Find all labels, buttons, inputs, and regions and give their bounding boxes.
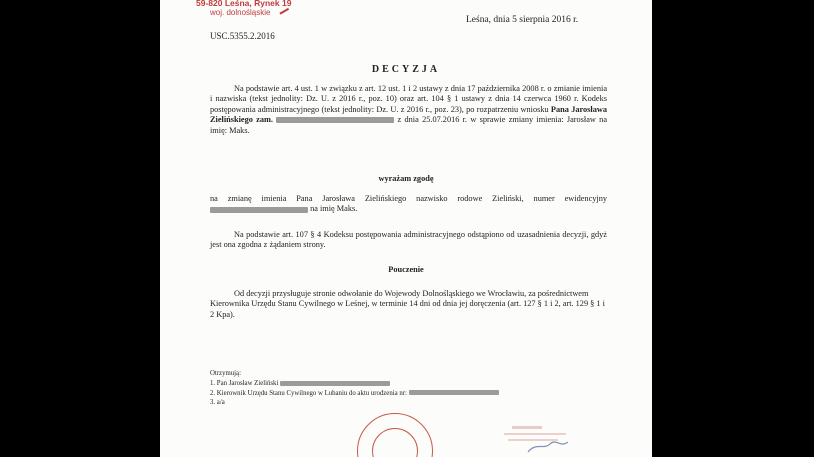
consent-paragraph (210, 194, 607, 215)
consent-text-after: na imię Maks. (308, 204, 358, 214)
signature-scribble (498, 420, 578, 456)
office-stamp (196, 0, 308, 18)
recipients-label: Otrzymują: (210, 370, 241, 377)
consent-heading: wyrażam zgodę (378, 174, 434, 183)
appeal-paragraph: Od decyzji przysługuje stronie odwołanie do Wojewody Dolnośląskiego we Wrocławiu, za pośrednictwem Kierownika Urzędu Stanu Cywilnego w Leśnej, w terminie 14 dni od dnia jej doręczenia (art. 127 § 1 i 2, art. 129 § 1 i 2 Kpa). (210, 289, 605, 319)
redacted-address (276, 117, 394, 123)
signature-stamp (498, 420, 578, 456)
instruction-heading: Pouczenie (388, 265, 424, 274)
justification-paragraph: Na podstawie art. 107 § 4 Kodeksu postępowania administracyjnego odstąpiono od uzasadnienia decyzji, gdyż jest ona zgodna z żądaniem strony. (210, 230, 607, 250)
document-page (160, 0, 652, 457)
stamp-line-region: woj. dolnośląskie (210, 8, 271, 17)
redacted-record-number (409, 390, 499, 395)
consent-text: na zmianę imienia Pana Jarosława Zielińskiego nazwisko rodowe Zieliński, numer ewidencyjny (210, 194, 607, 203)
stamp-line-address: 59-820 Leśna, Rynek 19 (196, 0, 292, 8)
redacted-address (280, 381, 390, 386)
decision-basis-paragraph (210, 84, 607, 136)
redacted-id-number (210, 207, 308, 213)
official-seal (357, 413, 433, 457)
place-date: Leśna, dnia 5 sierpnia 2016 r. (466, 15, 579, 25)
recipient-item: 2. Kierownik Urzędu Stanu Cywilnego w Lubaniu do aktu urodzenia nr: (210, 389, 499, 399)
recipients-list (210, 379, 499, 408)
seal-eagle-emblem (372, 428, 418, 457)
reference-number: USC.5355.2.2016 (210, 31, 275, 41)
recipient-item: 3. a/a (210, 399, 225, 406)
document-title: DECYZJA (371, 64, 441, 75)
basis-text: Na podstawie art. 4 ust. 1 w związku z art. 12 ust. 1 i 2 ustawy z dnia 17 października 2008 r. o zmianie imienia i nazwiska (tekst jednolity: Dz. U. z 2016 r., poz. 10) oraz art. 104 § 1 ustawy z dnia 14 czerwca 1960 r. Kodeks postępowania administracyjnego (tekst jednolity: Dz. U. z 2016 r., poz. 23), po rozpatrzeniu wniosku (210, 84, 607, 114)
recipient-item: 1. Pan Jarosław Zieliński (210, 379, 499, 389)
applicant-name: Pana Jarosława Zielińskiego zam. (210, 104, 607, 125)
basis-text-after: z dnia 25.07.2016 r. w sprawie zmiany imienia: Jarosław na imię: Maks. (210, 115, 607, 135)
